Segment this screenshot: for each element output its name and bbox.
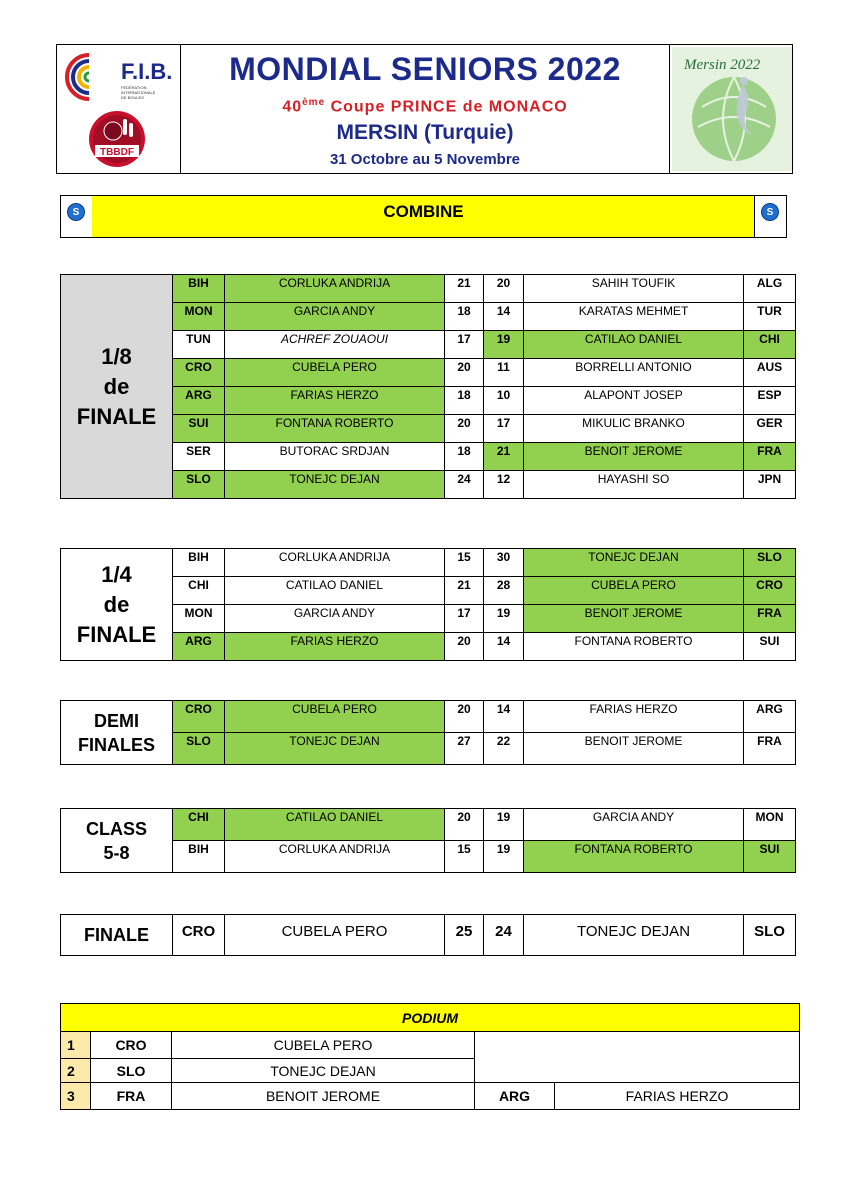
score-1: 20 [445,701,484,733]
player-1: BUTORAC SRDJAN [225,443,445,471]
score-2: 12 [484,471,524,499]
player-2: HAYASHI SO [524,471,744,499]
score-2: 30 [484,549,524,577]
player-2: MIKULIC BRANKO [524,415,744,443]
player-1: CATILAO DANIEL [225,809,445,841]
country-2: ALG [744,275,796,303]
country-1: ARG [173,633,225,661]
score-1: 27 [445,733,484,765]
country-2: AUS [744,359,796,387]
country-2: SLO [744,549,796,577]
country-1: BIH [173,841,225,873]
score-1: 21 [445,275,484,303]
stage-label-line: 5-8 [103,842,130,863]
podium-first-code: CRO [91,1032,172,1059]
stage-label-line: 1/4 [101,561,132,587]
country-2: JPN [744,471,796,499]
podium-first-row [61,1032,800,1059]
country-1: SER [173,443,225,471]
score-2: 10 [484,387,524,415]
stage-label-line: 1/8 [101,343,132,369]
score-2: 19 [484,841,524,873]
header [56,44,793,174]
podium-third-name-b: FARIAS HERZO [555,1083,800,1110]
country-1: BIH [173,549,225,577]
podium-first-name: CUBELA PERO [172,1032,475,1059]
subtitle: 40ème Coupe PRINCE de MONACO [282,97,568,116]
header-title-block [181,45,669,173]
player-2: KARATAS MEHMET [524,303,744,331]
country-2: FRA [744,605,796,633]
combine-banner [60,195,787,238]
r16-stage-label [61,275,173,499]
player-1: FONTANA ROBERTO [225,415,445,443]
player-1: FARIAS HERZO [225,633,445,661]
fib-logo-icon [59,47,181,107]
semi-final-table [60,700,796,765]
score-1: 18 [445,387,484,415]
score-2: 28 [484,577,524,605]
podium-third-row [61,1083,800,1110]
final-label: FINALE [61,915,173,956]
stage-label-line: de [103,591,130,617]
country-2: FRA [744,733,796,765]
stage-label-line: CLASS [85,818,147,839]
dates: 31 Octobre au 5 Novembre [329,151,521,168]
player-2: CATILAO DANIEL [524,331,744,359]
country-2: GER [744,415,796,443]
country-1: SLO [173,471,225,499]
tbbdf-logo-icon [87,109,147,169]
class-5-8-table [60,808,796,873]
svg-text:DE BOULES: DE BOULES [121,95,144,100]
player-2: SAHIH TOUFIK [524,275,744,303]
stage-label-line: FINALE [76,403,157,429]
score-1: 20 [445,415,484,443]
player-1: CORLUKA ANDRIJA [225,275,445,303]
page-title: MONDIAL SENIORS 2022 [229,51,621,87]
player-2: BORRELLI ANTONIO [524,359,744,387]
score-2: 21 [484,443,524,471]
country-1: MON [173,303,225,331]
country-2: MON [744,809,796,841]
qf-stage-label [61,549,173,661]
stage-label-line: de [103,373,130,399]
player-1: CUBELA PERO [225,359,445,387]
country-2: SUI [744,841,796,873]
player-2: ALAPONT JOSEP [524,387,744,415]
score-1: 15 [445,841,484,873]
player-2: FARIAS HERZO [524,701,744,733]
svg-text:INTERNATIONALE: INTERNATIONALE [121,90,156,95]
sf-match-row [61,701,796,733]
podium-third-code: FRA [91,1083,172,1110]
final-player-2: TONEJC DEJAN [524,915,744,956]
player-1: TONEJC DEJAN [225,733,445,765]
country-2: CHI [744,331,796,359]
r16-match-row [61,275,796,303]
country-1: ARG [173,387,225,415]
svg-text:FÉDÉRATION: FÉDÉRATION [121,85,147,90]
score-1: 24 [445,471,484,499]
podium-second-name: TONEJC DEJAN [172,1059,475,1083]
s-badge-icon-left: S [67,203,85,221]
player-2: BENOIT JEROME [524,733,744,765]
player-1: CUBELA PERO [225,701,445,733]
player-2: BENOIT JEROME [524,443,744,471]
class-match-row [61,809,796,841]
score-2: 17 [484,415,524,443]
tbbdf-logo-text: TBBDF [100,147,134,158]
country-2: ESP [744,387,796,415]
final-score-1: 25 [445,915,484,956]
country-2: SUI [744,633,796,661]
fib-logo-text: F.I.B. [121,59,173,84]
score-2: 14 [484,701,524,733]
score-2: 14 [484,303,524,331]
score-1: 15 [445,549,484,577]
s-badge-icon-right: S [761,203,779,221]
location: MERSIN (Turquie) [336,121,514,144]
country-1: CRO [173,359,225,387]
score-2: 22 [484,733,524,765]
podium-third-name: BENOIT JEROME [172,1083,475,1110]
final-score-2: 24 [484,915,524,956]
class-stage-label [61,809,173,873]
final-country-1: CRO [173,915,225,956]
country-2: ARG [744,701,796,733]
player-1: CATILAO DANIEL [225,577,445,605]
podium-rank-1: 1 [61,1032,91,1059]
stage-label-line: FINALES [77,734,155,755]
final-country-2: SLO [744,915,796,956]
qf-match-row [61,549,796,577]
score-1: 17 [445,605,484,633]
podium-table [60,1003,800,1110]
player-2: CUBELA PERO [524,577,744,605]
combine-title: COMBINE [92,196,755,237]
score-2: 19 [484,809,524,841]
score-2: 20 [484,275,524,303]
stage-label-line: DEMI [94,710,139,731]
score-1: 20 [445,809,484,841]
player-2: FONTANA ROBERTO [524,633,744,661]
country-2: CRO [744,577,796,605]
sf-stage-label [61,701,173,765]
country-1: TUN [173,331,225,359]
player-1: TONEJC DEJAN [225,471,445,499]
score-1: 18 [445,303,484,331]
player-1: GARCIA ANDY [225,303,445,331]
country-1: BIH [173,275,225,303]
country-1: MON [173,605,225,633]
podium-rank-3: 3 [61,1083,91,1110]
round-of-16-table [60,274,796,499]
score-2: 14 [484,633,524,661]
score-2: 19 [484,605,524,633]
player-1: GARCIA ANDY [225,605,445,633]
mersin-globe-icon [672,47,792,171]
player-2: FONTANA ROBERTO [524,841,744,873]
country-1: SLO [173,733,225,765]
mersin-logo-text: Mersin 2022 [684,57,761,73]
mersin-logo [669,45,793,173]
stage-label-line: FINALE [76,621,157,647]
country-1: CRO [173,701,225,733]
player-1: CORLUKA ANDRIJA [225,841,445,873]
country-1: CHI [173,809,225,841]
score-1: 21 [445,577,484,605]
final-player-1: CUBELA PERO [225,915,445,956]
player-2: TONEJC DEJAN [524,549,744,577]
score-1: 20 [445,359,484,387]
podium-second-code: SLO [91,1059,172,1083]
podium-rank-2: 2 [61,1059,91,1083]
player-2: BENOIT JEROME [524,605,744,633]
score-2: 11 [484,359,524,387]
score-1: 20 [445,633,484,661]
country-2: FRA [744,443,796,471]
country-1: CHI [173,577,225,605]
podium-title: PODIUM [61,1004,800,1032]
player-2: GARCIA ANDY [524,809,744,841]
score-2: 19 [484,331,524,359]
player-1: FARIAS HERZO [225,387,445,415]
left-logos [57,45,181,173]
final-match-row [61,915,796,956]
final-table [60,914,796,956]
player-1: ACHREF ZOUAOUI [225,331,445,359]
quarter-final-table [60,548,796,661]
podium-third-code-b: ARG [475,1083,555,1110]
player-1: CORLUKA ANDRIJA [225,549,445,577]
country-2: TUR [744,303,796,331]
score-1: 17 [445,331,484,359]
country-1: SUI [173,415,225,443]
score-1: 18 [445,443,484,471]
